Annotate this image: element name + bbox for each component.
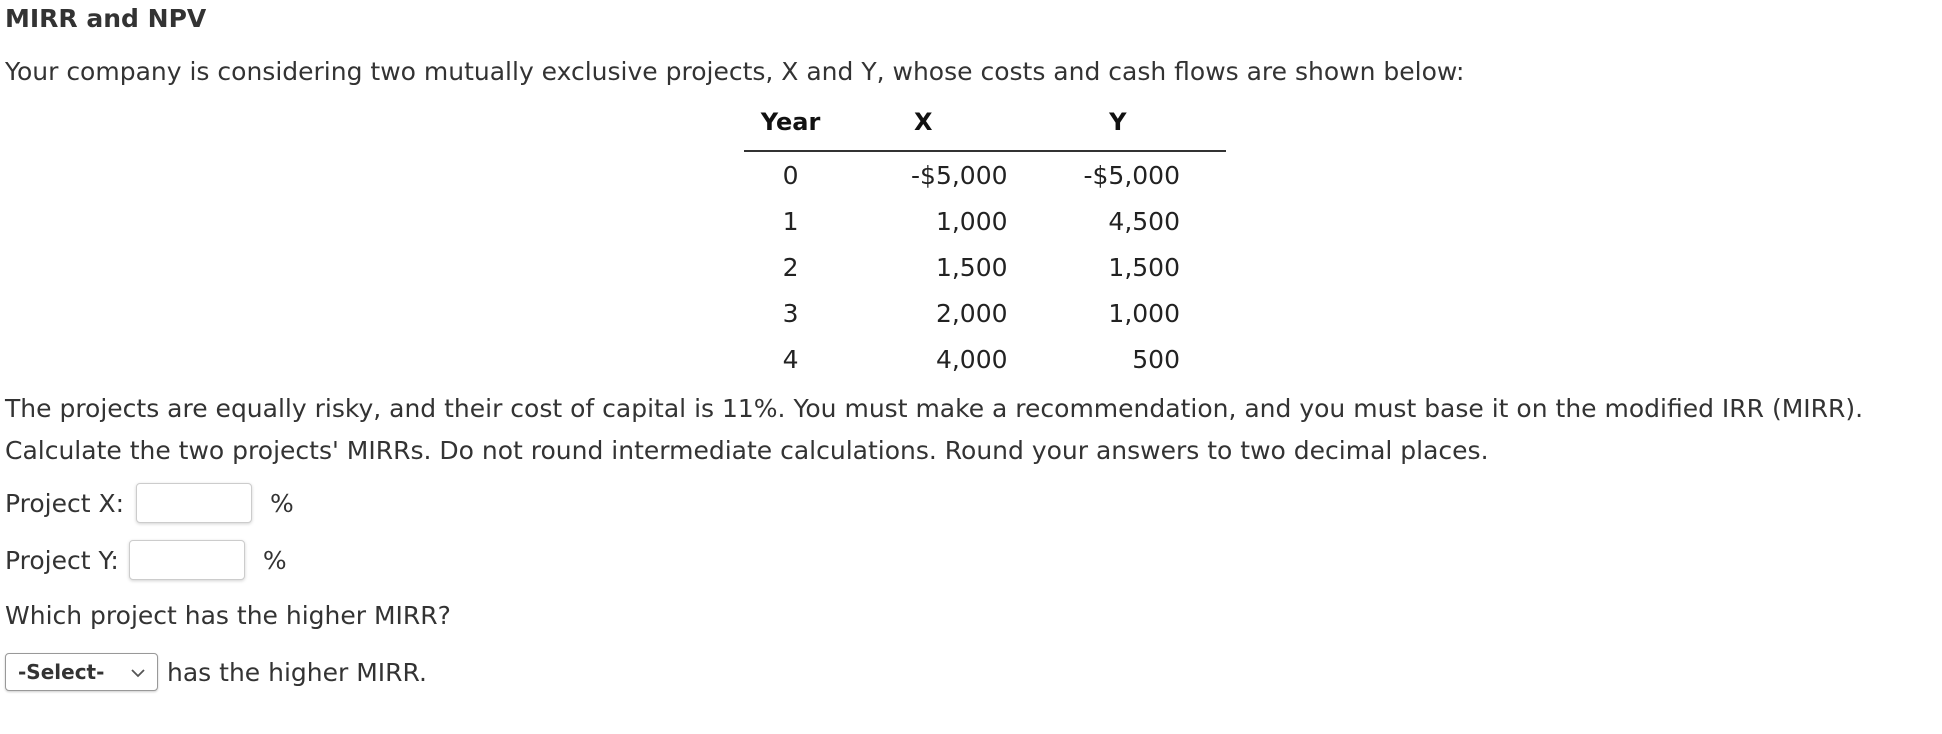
x-cash-flow-cell: 1,500 [935,252,1008,282]
year-cell: 2 [782,252,799,282]
project-x-percent-unit: % [270,488,294,518]
table-row [744,198,1226,244]
project-y-row [5,538,287,582]
after-select-text: has the higher MIRR. [167,657,427,687]
x-cash-flow-cell: 4,000 [935,344,1008,374]
y-cash-flow-cell: 1,500 [1108,252,1180,282]
question-text: Which project has the higher MIRR? [5,601,451,630]
year-cell: 1 [782,206,799,236]
year-cell: 0 [782,160,799,190]
cash-flow-table [744,108,1226,382]
header-y: Y [1010,108,1226,151]
y-cash-flow-cell: -$5,000 [1083,160,1180,190]
table-row [744,151,1226,198]
chevron-down-icon [129,663,147,681]
header-x: X [837,108,1009,151]
intro-text: Your company is considering two mutually exclusive projects, X and Y, whose costs and cash flows are shown below: [5,57,1465,86]
project-x-label: Project X: [5,488,125,518]
table-header-row [744,108,1226,151]
table-row [744,244,1226,290]
project-x-mirr-input[interactable] [136,483,252,523]
table-row [744,290,1226,336]
x-cash-flow-cell: 2,000 [935,298,1008,328]
project-y-label: Project Y: [5,545,119,575]
project-y-mirr-input[interactable] [129,540,245,580]
project-y-percent-unit: % [262,545,287,575]
header-year: Year [744,108,837,151]
y-cash-flow-cell: 4,500 [1108,206,1180,236]
table-row [744,336,1226,382]
higher-mirr-select[interactable] [5,653,158,691]
x-cash-flow-cell: 1,000 [935,206,1008,236]
year-cell: 4 [782,344,799,374]
select-value: -Select- [18,660,105,684]
year-cell: 3 [782,298,799,328]
project-x-row [5,481,294,525]
problem-title: MIRR and NPV [5,4,207,33]
instructions-text: The projects are equally risky, and their cost of capital is 11%. You must make a recommendation, and you must base it on the modified IRR (MIRR). Calculate the two projects' MIRRs. Do not round intermediate calculations. Round your answers to two decimal places. [5,394,1864,465]
y-cash-flow-cell: 500 [1132,344,1180,374]
x-cash-flow-cell: -$5,000 [911,160,1008,190]
y-cash-flow-cell: 1,000 [1108,298,1180,328]
answer-select-row [5,653,427,691]
